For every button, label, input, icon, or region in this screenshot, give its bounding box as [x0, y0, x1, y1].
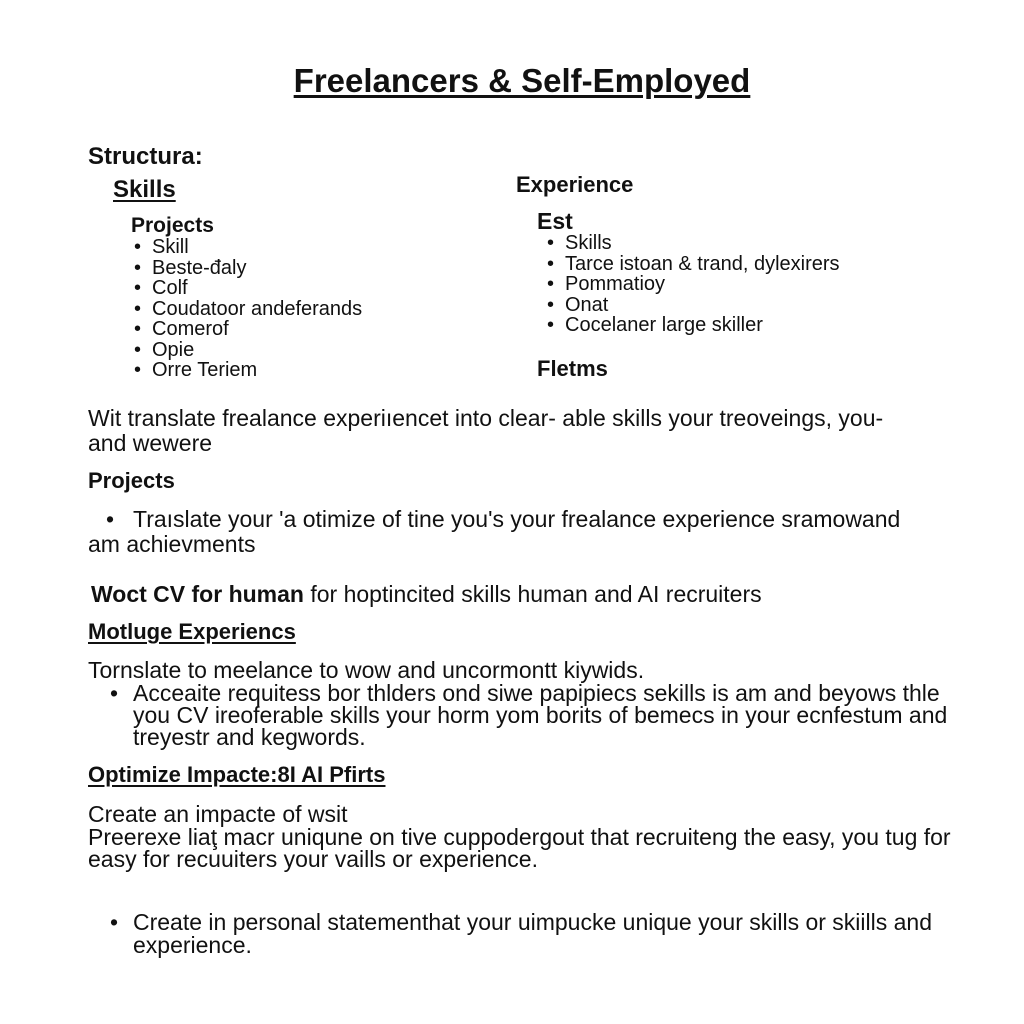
bullet-icon: •: [110, 909, 119, 935]
intro-line-2: and wewere: [88, 430, 213, 456]
projects-heading: Projects: [88, 468, 175, 493]
projects-bullet-line-1: Traıslate your 'a otimize of tine you's your frealance experience sramowand: [133, 506, 901, 532]
experience-heading: Experience: [516, 172, 634, 197]
bullet-icon: •: [106, 506, 115, 532]
fletms-heading: Fletms: [537, 356, 608, 381]
list-item: • Onat: [545, 295, 840, 316]
motluge-bullet-line-3: treyestr and kegwords.: [133, 724, 366, 750]
optimize-heading: Optimize Impacte:8I AI Pfirts: [88, 762, 386, 787]
skills-list: [132, 237, 362, 381]
projects-bullet-line-2: am achievments: [88, 531, 256, 557]
bullet-icon: •: [110, 680, 119, 706]
intro-line-1: Wit translate frealance experiıencet into clear- able skills your treoveings, you-: [88, 405, 884, 431]
page-title: Freelancers & Self-Employed: [293, 62, 751, 99]
list-item: • Skills: [545, 233, 840, 254]
motluge-heading: Motluge Experiencs: [88, 619, 296, 644]
list-item: • Comerof: [132, 319, 362, 340]
list-item: • Tarce istoan & trand, dylexirers: [545, 254, 840, 275]
closing-bullet-line-1: Create in personal statementhat your uimpucke unique your skills or skiills and: [133, 909, 933, 935]
motluge-bullet-line-2: you CV ireoferable skills your horm yom borits of bemecs in your ecnfestum and: [133, 702, 948, 728]
list-item: • Skill: [132, 237, 362, 258]
list-item: • Orre Teriem: [132, 360, 362, 381]
closing-bullet-line-2: experience.: [133, 932, 252, 958]
optimize-line-3: easy for recuuiters your vaills or experience.: [88, 846, 538, 872]
list-item: • Opie: [132, 340, 362, 361]
structure-label: Structura:: [88, 143, 203, 170]
list-item: • Pommatioy: [545, 274, 840, 295]
motluge-bullet-line-1: Acceaite requitess bor thlders ond siwe papipiecs sekills is am and beyows thle: [133, 680, 940, 706]
motluge-paragraph: Tornslate to meelance to wow and uncormontt kiywids.: [88, 657, 645, 683]
cv-line-rest: for hoptincited skills human and AI recruiters: [303, 581, 762, 607]
list-item: • Coudatoor andeferands: [132, 299, 362, 320]
list-item: • Beste-đaly: [132, 258, 362, 279]
cv-line-bold: Woct CV for human: [91, 581, 304, 607]
experience-list: [545, 233, 840, 336]
optimize-line-1: Create an impacte of wsit: [88, 801, 348, 827]
optimize-line-2: Preerexe liaţ macr uniqune on tive cuppodergout that recruiteng the easy, you tug for: [88, 824, 951, 850]
skills-heading: Skills: [113, 176, 176, 203]
cv-line: [91, 581, 762, 608]
list-item: • Cocelaner large skiller: [545, 315, 840, 336]
projects-subheading: Projects: [131, 214, 214, 237]
est-subheading: Est: [537, 208, 573, 234]
list-item: • Colf: [132, 278, 362, 299]
